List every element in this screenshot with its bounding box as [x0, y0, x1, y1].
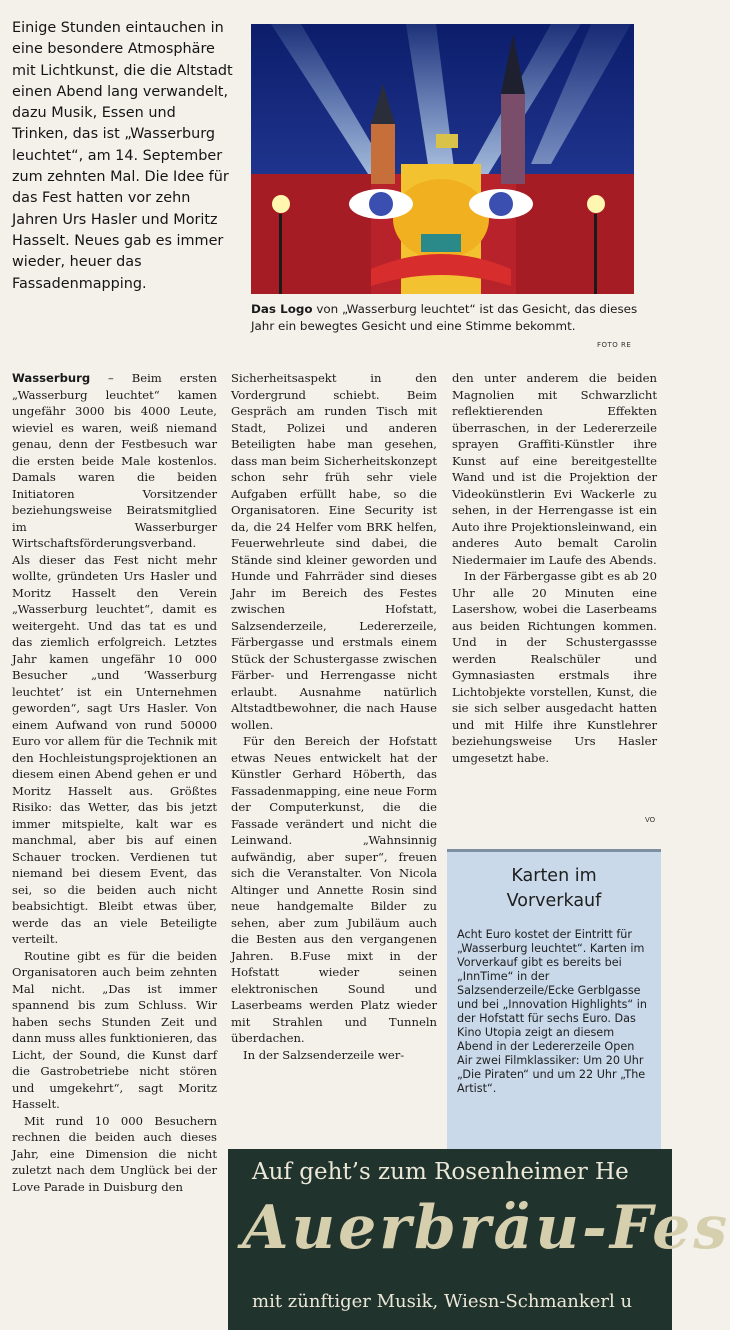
- article-paragraph: In der Salzsenderzeile wer-: [243, 1047, 405, 1062]
- infobox-text: Acht Euro kostet der Eintritt für „Wasserburg leuchtet“. Karten im Vorverkauf gibt es bereits bei „InnTime“ in der Salzsenderzeile/Ecke Gerblgasse und bei „Innovation Highlights“ in der Hofstatt für sechs Euro. Das Kino Utopia zeigt an diesem Abend in der Ledererzeile Open Air zwei Filmklassiker: Um 20 Uhr „Die Piraten“ und um 22 Uhr „The Artist“.: [457, 928, 647, 1095]
- author-initials: VO: [645, 816, 656, 824]
- article-paragraph: Mit rund 10 000 Besuchern rechnen die beiden auch dieses Jahr, eine Dimension die nicht zuletzt nach dem Unglück bei der Love Parade in Duisburg den: [12, 1113, 217, 1194]
- paragraph-text: – Beim ersten „Wasserburg leuchtet“ kamen ungefähr 3000 bis 4000 Leute, wieviel es waren, weiß niemand genau, denn der Festbesuch war die ersten beide Male kostenlos. Damals waren die beiden Initiatoren Vorsitzender beziehungsweise Beiratsmitglied im Wasserburger Wirtschaftsförderungsverband. Als dieser das Fest nicht mehr wollte, gründeten Urs Hasler und Moritz Hasselt den Verein „Wasserburg leuchtet“, damit es weitergeht. Und das tat es und das ziemlich erfolgreich. Letztes Jahr kamen ungefähr 10 000 Besucher „und ‘Wasserburg leuchtet’ ist ein Unternehmen geworden“, sagt Urs Hasler. Von einem Aufwand von rund 50000 Euro vor allem für die Technik mit den Hochleistungsprojektionen an diesem einen Abend gehen er und Moritz Hasselt aus. Größtes Risiko: das Wetter, das bis jetzt immer mitspielte, kalt war es manchmal, aber bis auf einen Schauer trocken. Verdienen tut niemand bei diesem Event, das sei, so die beiden auch nicht beabsichtigt. Bleibt etwas über, werde das an viele Beteiligte verteilt.: [12, 371, 217, 946]
- ticket-info-box: [447, 849, 661, 1152]
- article-photo: [251, 24, 634, 294]
- article-paragraph: In der Färbergasse gibt es ab 20 Uhr alle 20 Minuten eine Lasershow, wobei die Laserbeams aus beiden Richtungen kommen. Und in der Schustergassse werden Realschüler und Gymnasiasten erstmals ihre Lichtobjekte vorstellen, Kunst, die sie sich selber ausgedacht hatten und mit Hilfe ihre Kunstlehrer beziehungsweise Urs Hasler umgesetzt habe.: [452, 569, 657, 765]
- infobox-title-line-1: Karten im: [511, 866, 597, 886]
- advertisement-banner: [228, 1149, 730, 1330]
- article-column-2: [231, 370, 437, 1063]
- caption-lead: Das Logo: [251, 302, 313, 316]
- infobox-title-line-2: Vorverkauf: [506, 891, 602, 911]
- ad-tagline: mit zünftiger Musik, Wiesn-Schmankerl u: [252, 1291, 633, 1312]
- article-paragraph: den unter anderem die beiden Magnolien mit Schwarzlicht reflektierenden Effekten überraschen, in der Ledererzeile sprayen Graffiti-Künstler ihre Kunst auf eine bereitgestellte Wand und ist die Projektion der Videokünstlerin Evi Wackerle zu sehen, in der Herrengasse ist ein Auto ihre Projektionsleinwand, ein anderes Auto bemalt Carolin Niedermaier im Laufe des Abends.: [452, 371, 657, 567]
- article-paragraph: Routine gibt es für die beiden Organisatoren auch beim zehnten Mal nicht. „Das ist immer spannend bis zum Schluss. Wir haben sechs Stunden Zeit und dann muss alles funktionieren, das Licht, der Sound, die Kunst darf die Gastrobetriebe nicht stören und umgekehrt“, sagt Moritz Hasselt.: [12, 948, 217, 1111]
- ad-brand-name: Auerbräu-Fes: [242, 1193, 730, 1263]
- light-art-facade-image: [251, 24, 634, 294]
- photo-credit: FOTO RE: [597, 341, 632, 349]
- article-paragraph: Sicherheitsaspekt in den Vordergrund schiebt. Beim Gespräch am runden Tisch mit Stadt, Polizei und anderen Beteiligten habe man gesehen, dass man beim Sicherheitskonzept schon sehr früh sehr viele Aufgaben erfüllt habe, so die Organisatoren. Eine Security ist da, die 24 Helfer vom BRK helfen, Feuerwehrleute sind dabei, die Stände sind kleiner geworden und Hunde und Fahrräder sind dieses Jahr im Bereich des Festes zwischen Hofstatt, Salzsenderzeile, Ledererzeile, Färbergasse und erstmals einem Stück der Schustergasse zwischen Färber- und Herrengasse nicht erlaubt. Ausnahme natürlich Altstadtbewohner, die nach Hause wollen.: [231, 371, 437, 732]
- dateline: Wasserburg: [12, 371, 91, 385]
- caption-text: von „Wasserburg leuchtet“ ist das Gesicht, das dieses Jahr ein bewegtes Gesicht und eine Stimme bekommt.: [251, 302, 638, 333]
- photo-caption: [251, 301, 641, 335]
- article-paragraph: Für den Bereich der Hofstatt etwas Neues entwickelt hat der Künstler Gerhard Höberth, das Fassadenmapping, eine neue Form der Computerkunst, die die Fassade verändert und nicht die Leinwand. „Wahnsinnig aufwändig, aber super“, freuen sich die Veranstalter. Von Nicola Altinger und Annette Rosin sind neue handgemalte Bilder zu sehen, aber zum Jubiläum auch die Besten aus den vergangenen Jahren. B.Fuse mixt in der Hofstatt wieder seinen elektronischen Sound und Laserbeams werden Platz wieder mit Strahlen und Tunneln überdachen.: [231, 734, 437, 1045]
- lead-paragraph: Einige Stunden eintauchen in eine besondere Atmosphäre mit Lichtkunst, die die Altstadt einen Abend lang verwandelt, dazu Musik, Essen und Trinken, das ist „Wasserburg leuchtet“, am 14. September zum zehnten Mal. Die Idee für das Fest hatten vor zehn Jahren Urs Hasler und Moritz Hasselt. Neues gab es immer wieder, heuer das Fassadenmapping.: [12, 20, 233, 292]
- article-paragraph: [12, 370, 217, 948]
- article-column-1: [12, 370, 217, 1195]
- article-column-3: [452, 370, 657, 766]
- ad-headline: Auf geht’s zum Rosenheimer He: [252, 1159, 629, 1185]
